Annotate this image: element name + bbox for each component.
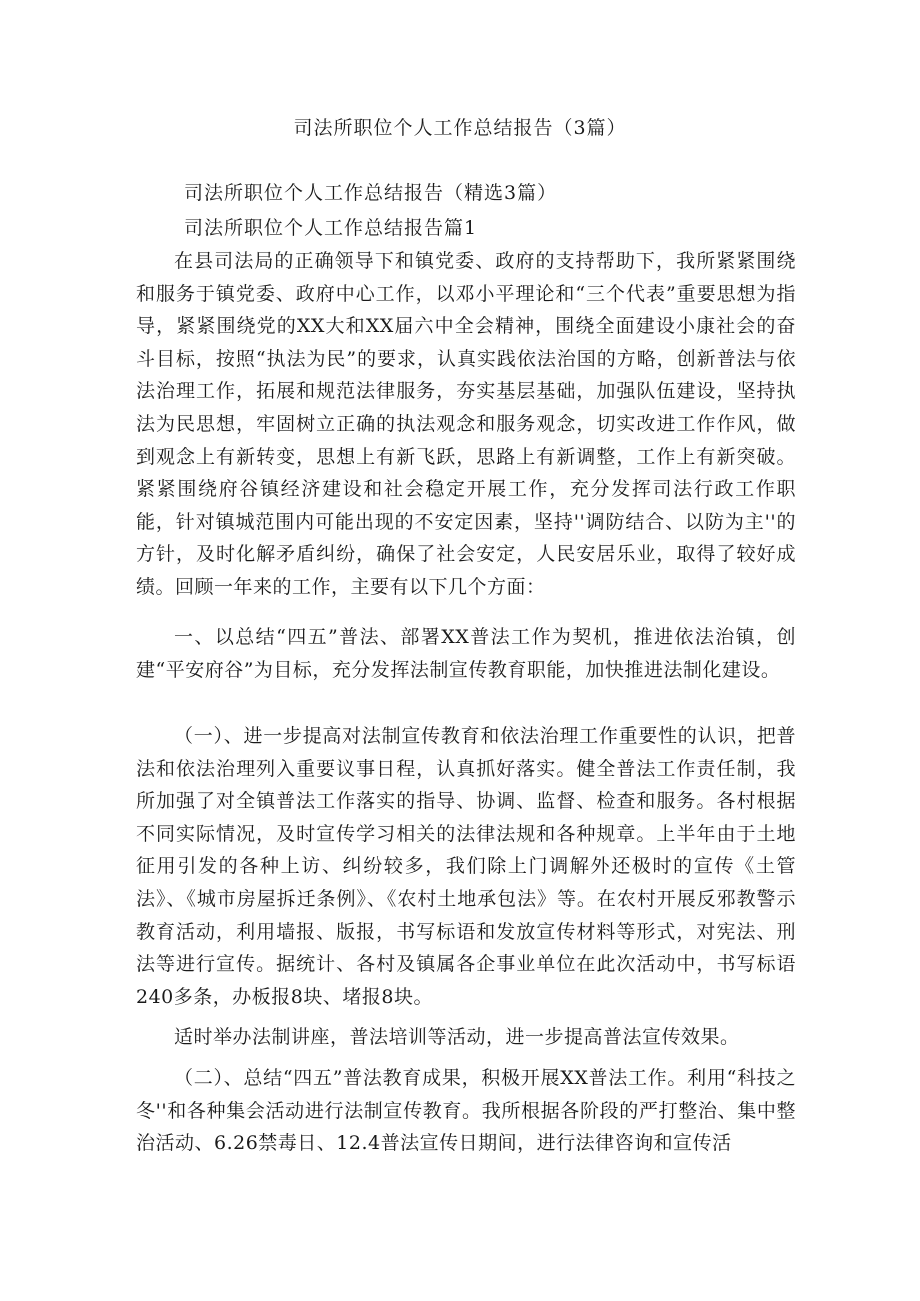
paragraph-4: 适时举办法制讲座，普法培训等活动，进一步提高普法宣传效果。	[174, 1026, 740, 1048]
section-heading: 司法所职位个人工作总结报告篇1	[184, 217, 478, 239]
document-title: 司法所职位个人工作总结报告（3篇）	[293, 117, 627, 139]
document-subtitle: 司法所职位个人工作总结报告（精选3篇）	[184, 182, 558, 204]
paragraph-2: 一、以总结“四五”普法、部署XX普法工作为契机，推进依法治镇，创建“平安府谷”为目标，充分发挥法制宣传教育职能，加快推进法制化建设。	[136, 626, 796, 681]
paragraph-5: （二）、总结“四五”普法教育成果，积极开展XX普法工作。利用“科技之冬''和各种集会活动进行法制宣传教育。我所根据各阶段的严打整治、集中整治活动、6.26禁毒日、12.4普法宣传日期间，进行法律咨询和宣传活	[136, 1067, 796, 1155]
paragraph-1: 在县司法局的正确领导下和镇党委、政府的支持帮助下，我所紧紧围绕和服务于镇党委、政府中心工作，以邓小平理论和“三个代表”重要思想为指导，紧紧围绕党的XX大和XX届六中全会精神，围绕全面建设小康社会的奋斗目标，按照“执法为民”的要求，认真实践依法治国的方略，创新普法与依法治理工作，拓展和规范法律服务，夯实基层基础，加强队伍建设，坚持执法为民思想，牢固树立正确的执法观念和服务观念，切实改进工作作风，做到观念上有新转变，思想上有新飞跃，思路上有新调整，工作上有新突破。紧紧围绕府谷镇经济建设和社会稳定开展工作，充分发挥司法行政工作职能，针对镇城范围内可能出现的不安定因素，坚持''调防结合、以防为主''的方针，及时化解矛盾纠纷，确保了社会安定，人民安居乐业，取得了较好成绩。回顾一年来的工作，主要有以下几个方面：	[136, 250, 796, 598]
paragraph-3: （一）、进一步提高对法制宣传教育和依法治理工作重要性的认识，把普法和依法治理列入重要议事日程，认真抓好落实。健全普法工作责任制，我所加强了对全镇普法工作落实的指导、协调、监督、检查和服务。各村根据不同实际情况，及时宣传学习相关的法律法规和各种规章。上半年由于土地征用引发的各种上访、纠纷较多，我们除上门调解外还极时的宣传《土管法》、《城市房屋拆迁条例》、《农村土地承包法》等。在农村开展反邪教警示教育活动，利用墙报、版报，书写标语和发放宣传材料等形式，对宪法、刑法等进行宣传。据统计、各村及镇属各企事业单位在此次活动中，书写标语240多条，办板报8块、堵报8块。	[136, 725, 796, 1008]
